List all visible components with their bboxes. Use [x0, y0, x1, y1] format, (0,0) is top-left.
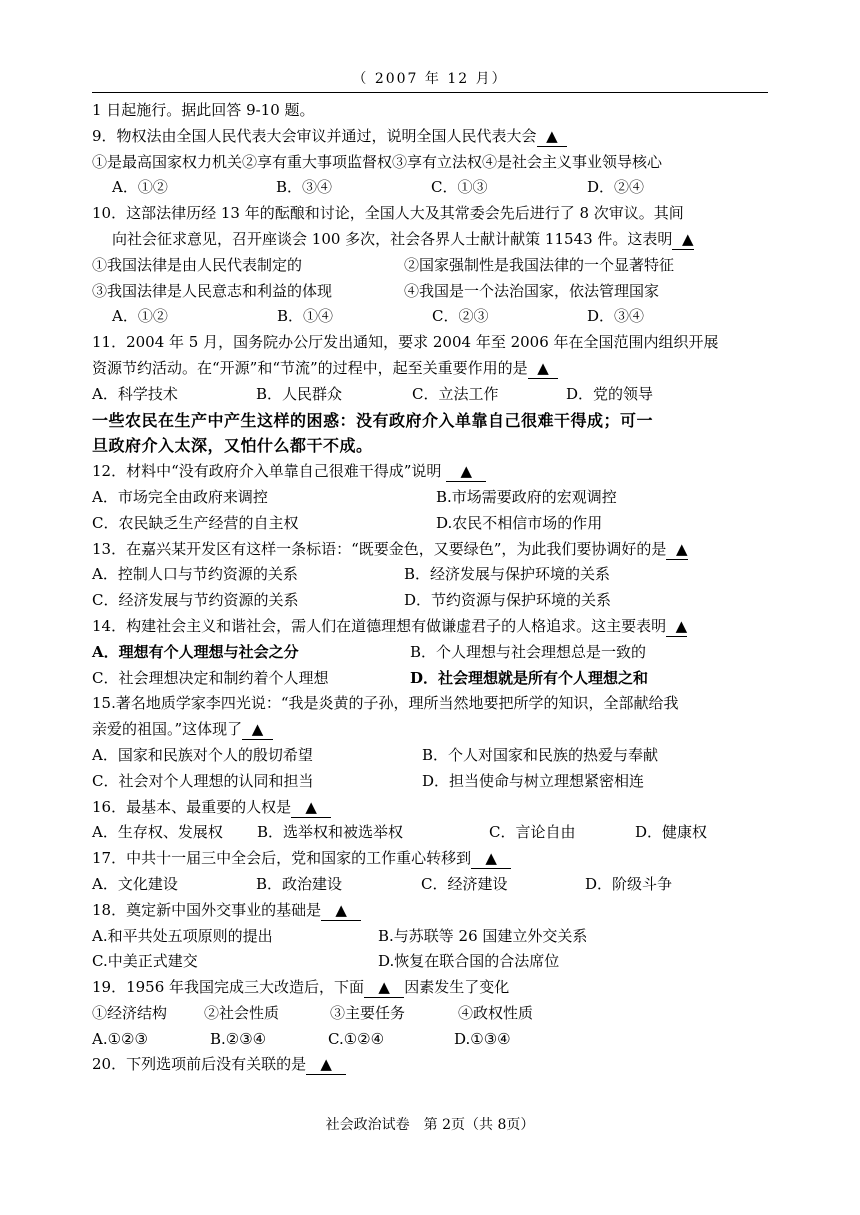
question-12-options: [92, 511, 772, 537]
question-11: 11．2004 年 5 月，国务院办公厅发出通知，要求 2004 年至 2006 年在全国范围内组织开展: [92, 333, 719, 352]
question-16: 16．最基本、最重要的人权是 ▲: [92, 795, 772, 821]
option-d: D.恢复在联合国的合法席位: [378, 952, 560, 971]
option-d: D．②④: [587, 178, 645, 197]
page-footer: 社会政治试卷 第 2页（共 8页）: [325, 1117, 535, 1133]
question-19: 19．1956 年我国完成三大改造后，下面 ▲ 因素发生了变化: [92, 978, 510, 997]
answer-blank: ▲: [242, 719, 273, 740]
question-14-options: [92, 666, 772, 692]
option-d: D．社会理想就是所有个人理想之和: [410, 668, 649, 687]
option-a: A．文化建设: [92, 874, 178, 893]
option-a: A．控制人口与节约资源的关系: [92, 565, 298, 584]
option-c: C．②③: [432, 307, 489, 326]
question-15: 15.著名地质学家李四光说：“我是炎黄的子孙，理所当然地要把所学的知识，全部献给我: [92, 694, 679, 713]
statement-1: ①经济结构: [92, 1003, 168, 1022]
question-10-cont: 向社会征求意见，召开座谈会 100 多次，社会各界人士献计献策 11543 件。这表明 ▲: [112, 229, 694, 248]
option-b: B.②③④: [210, 1029, 267, 1048]
question-18-options: [92, 949, 772, 975]
option-b: B．③④: [276, 178, 333, 197]
question-17: 17．中共十一届三中全会后，党和国家的工作重心转移到 ▲: [92, 846, 772, 872]
option-b: B．政治建设: [256, 874, 343, 893]
question-20: 20．下列选项前后没有关联的是 ▲: [92, 1052, 772, 1078]
option-d: D．③④: [587, 307, 645, 326]
option-a: A．理想有个人理想与社会之分: [92, 642, 299, 661]
question-18: 18．奠定新中国外交事业的基础是 ▲: [92, 898, 772, 924]
answer-blank: ▲: [528, 358, 559, 379]
question-10-statements: [92, 253, 772, 279]
option-c: C.中美正式建交: [92, 952, 198, 971]
question-10-options: [92, 304, 772, 330]
question-13-options: [92, 588, 772, 614]
option-b: B．经济发展与保护环境的关系: [404, 565, 611, 584]
option-b: B．个人对国家和民族的热爱与奉献: [422, 745, 659, 764]
question-19-statements: [92, 1001, 772, 1027]
option-c: C．社会对个人理想的认同和担当: [92, 771, 314, 790]
question-15-options: [92, 743, 772, 769]
option-c: C．经济建设: [421, 874, 508, 893]
option-b: B．个人理想与社会理想总是一致的: [410, 642, 647, 661]
option-d: D．健康权: [635, 823, 708, 842]
header-rule: [92, 92, 768, 93]
option-c: C．言论自由: [489, 823, 576, 842]
option-a: A．生存权、发展权: [92, 823, 223, 842]
question-16-options: [92, 820, 772, 846]
answer-blank: ▲: [666, 616, 687, 637]
question-9: 9．物权法由全国人民代表大会审议并通过，说明全国人民代表大会 ▲: [92, 124, 772, 150]
question-12: 12．材料中“没有政府介入单靠自己很难干得成”说明 ▲: [92, 459, 772, 485]
question-12-options: [92, 485, 772, 511]
option-a: A.和平共处五项原则的提出: [92, 926, 273, 945]
answer-blank: ▲: [537, 126, 568, 147]
question-15-cont: 亲爱的祖国。”这体现了 ▲: [92, 717, 772, 743]
text-line: 1 日起施行。据此回答 9-10 题。: [92, 101, 315, 119]
option-c: C．立法工作: [412, 384, 499, 403]
option-d: D．党的领导: [566, 384, 654, 403]
option-c: C．①③: [431, 178, 488, 197]
answer-blank: ▲: [672, 229, 693, 250]
option-d: D．阶级斗争: [585, 874, 673, 893]
statement-4: ④我国是一个法治国家，依法管理国家: [404, 281, 660, 300]
answer-blank: ▲: [306, 1054, 346, 1075]
option-c: C．社会理想决定和制约着个人理想: [92, 668, 329, 687]
option-a: A．①②: [112, 178, 168, 197]
option-c: C．经济发展与节约资源的关系: [92, 591, 299, 610]
option-b: B．人民群众: [256, 384, 343, 403]
answer-blank: ▲: [446, 461, 486, 482]
statement-3: ③主要任务: [330, 1003, 406, 1022]
question-13-options: [92, 562, 772, 588]
statement-2: ②社会性质: [204, 1003, 280, 1022]
option-a: A．①②: [112, 307, 168, 326]
statement-2: ②国家强制性是我国法律的一个显著特征: [404, 255, 675, 274]
option-d: D．担当使命与树立理想紧密相连: [422, 771, 645, 790]
question-10-statements: [92, 279, 772, 305]
question-14: 14．构建社会主义和谐社会，需人们在道德理想有做谦虚君子的人格追求。这主要表明 ▲: [92, 616, 688, 635]
statement-4: ④政权性质: [458, 1003, 534, 1022]
option-d: D.①③④: [454, 1029, 511, 1048]
answer-blank: ▲: [321, 900, 361, 921]
option-b: B．①④: [277, 307, 334, 326]
question-9-options: [92, 175, 772, 201]
question-13: 13．在嘉兴某开发区有这样一条标语：“既要金色，又要绿色”，为此我们要协调好的是 ▲: [92, 539, 688, 558]
question-17-options: [92, 872, 772, 898]
question-11-cont: 资源节约活动。在“开源”和“节流”的过程中，起至关重要作用的是 ▲: [92, 356, 772, 382]
option-a: A．国家和民族对个人的殷切希望: [92, 745, 313, 764]
statement-1: ①我国法律是由人民代表制定的: [92, 255, 303, 274]
option-c: C.①②④: [328, 1029, 385, 1048]
question-10: 10．这部法律历经 13 年的酝酿和讨论，全国人大及其常委会先后进行了 8 次审议。其间: [92, 204, 684, 223]
option-a: A．市场完全由政府来调控: [92, 487, 268, 506]
answer-blank: ▲: [291, 797, 331, 818]
option-d: D．节约资源与保护环境的关系: [404, 591, 612, 610]
option-d: D.农民不相信市场的作用: [436, 513, 603, 532]
page-header: （ 2007 年 12 月）: [352, 71, 508, 87]
question-15-options: [92, 769, 772, 795]
option-b: B．选举权和被选举权: [257, 823, 404, 842]
exam-content: [92, 98, 772, 1078]
question-19-options: [92, 1027, 772, 1053]
question-14-options: [92, 640, 772, 666]
question-11-options: [92, 382, 772, 408]
option-b: B.市场需要政府的宏观调控: [436, 487, 617, 506]
question-18-options: [92, 924, 772, 950]
option-b: B.与苏联等 26 国建立外交关系: [378, 926, 588, 945]
material-text: 旦政府介入太深，又怕什么都干不成。: [92, 436, 373, 456]
question-9-statements: ①是最高国家权力机关②享有重大事项监督权③享有立法权④是社会主义事业领导核心: [92, 152, 663, 171]
statement-3: ③我国法律是人民意志和利益的体现: [92, 281, 333, 300]
answer-blank: ▲: [471, 848, 511, 869]
answer-blank: ▲: [364, 977, 404, 998]
answer-blank: ▲: [666, 539, 687, 560]
option-a: A．科学技术: [92, 384, 178, 403]
option-a: A.①②③: [92, 1029, 148, 1048]
option-c: C．农民缺乏生产经营的自主权: [92, 513, 299, 532]
material-text: 一些农民在生产中产生这样的困惑：没有政府介入单靠自己很难干得成；可一: [92, 410, 654, 430]
